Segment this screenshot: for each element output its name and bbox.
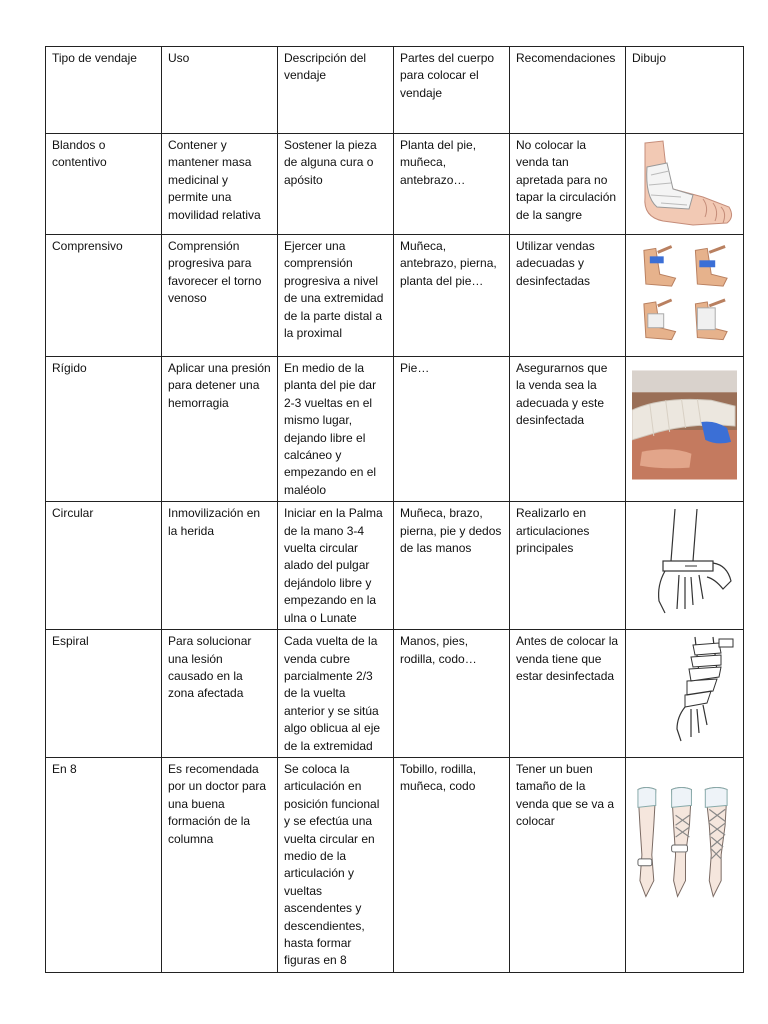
cell-descripcion: En medio de la planta del pie dar 2-3 vueltas en el mismo lugar, dejando libre el calcáneo y empezando en el maléolo [278, 357, 394, 502]
cell-descripcion: Cada vuelta de la venda cubre parcialmente 2/3 de la vuelta anterior y se sitúa algo oblicua al eje de la extremidad [278, 630, 394, 758]
cell-recomendaciones: Asegurarnos que la venda sea la adecuada y este desinfectada [510, 357, 626, 502]
cell-tipo: Comprensivo [46, 235, 162, 357]
cell-tipo: Circular [46, 502, 162, 630]
cell-uso: Aplicar una presión para detener una hemorragia [162, 357, 278, 502]
cell-partes: Muñeca, antebrazo, pierna, planta del pie… [394, 235, 510, 357]
header-uso: Uso [162, 47, 278, 134]
table-row [46, 502, 744, 630]
figure-eight-elbow-bandage-illustration [632, 785, 737, 905]
cell-tipo: En 8 [46, 757, 162, 972]
table-row [46, 630, 744, 758]
cell-partes: Tobillo, rodilla, muñeca, codo [394, 757, 510, 972]
cell-tipo: Rígido [46, 357, 162, 502]
circular-wrist-bandage-drawing [632, 505, 737, 617]
table-row [46, 235, 744, 357]
cell-uso: Contener y mantener masa medicinal y permite una movilidad relativa [162, 134, 278, 235]
header-descripcion: Descripción del vendaje [278, 47, 394, 134]
cell-descripcion: Ejercer una comprensión progresiva a nivel de una extremidad de la parte distal a la proximal [278, 235, 394, 357]
table-row [46, 134, 744, 235]
bandaged-foot-illustration [632, 137, 737, 229]
cell-dibujo [626, 757, 744, 972]
cell-descripcion: Sostener la pieza de alguna cura o apósito [278, 134, 394, 235]
header-partes: Partes del cuerpo para colocar el vendaje [394, 47, 510, 134]
cell-partes: Pie… [394, 357, 510, 502]
spiral-arm-bandage-drawing [632, 633, 737, 745]
cell-partes: Manos, pies, rodilla, codo… [394, 630, 510, 758]
cell-uso: Comprensión progresiva para favorecer el torno venoso [162, 235, 278, 357]
cell-recomendaciones: Tener un buen tamaño de la venda que se va a colocar [510, 757, 626, 972]
cell-dibujo [626, 134, 744, 235]
header-recomendaciones: Recomendaciones [510, 47, 626, 134]
cell-partes: Planta del pie, muñeca, antebrazo… [394, 134, 510, 235]
cell-descripcion: Iniciar en la Palma de la mano 3-4 vuelta circular alado del pulgar dejándolo libre y empezando en la ulna o Lunate [278, 502, 394, 630]
cell-recomendaciones: Utilizar vendas adecuadas y desinfectadas [510, 235, 626, 357]
cell-tipo: Espiral [46, 630, 162, 758]
cell-partes: Muñeca, brazo, pierna, pie y dedos de las manos [394, 502, 510, 630]
cell-dibujo [626, 630, 744, 758]
cell-uso: Para solucionar una lesión causado en la zona afectada [162, 630, 278, 758]
bandage-types-table [45, 46, 744, 973]
table-header-row [46, 47, 744, 134]
cell-recomendaciones: No colocar la venda tan apretada para no tapar la circulación de la sangre [510, 134, 626, 235]
cell-uso: Inmovilización en la herida [162, 502, 278, 630]
header-tipo: Tipo de vendaje [46, 47, 162, 134]
cell-uso: Es recomendada por un doctor para una buena formación de la columna [162, 757, 278, 972]
cell-descripcion: Se coloca la articulación en posición funcional y se efectúa una vuelta circular en medio de la articulación y vueltas ascendentes y descendientes, hasta formar figuras en 8 [278, 757, 394, 972]
cell-dibujo [626, 235, 744, 357]
cell-tipo: Blandos o contentivo [46, 134, 162, 235]
table-row [46, 357, 744, 502]
table-row [46, 757, 744, 972]
cell-dibujo [626, 502, 744, 630]
ankle-wrapping-steps-photo [632, 238, 737, 350]
cell-recomendaciones: Antes de colocar la venda tiene que estar desinfectada [510, 630, 626, 758]
cell-recomendaciones: Realizarlo en articulaciones principales [510, 502, 626, 630]
cell-dibujo [626, 357, 744, 502]
rigid-cast-photo [632, 370, 737, 480]
header-dibujo: Dibujo [626, 47, 744, 134]
